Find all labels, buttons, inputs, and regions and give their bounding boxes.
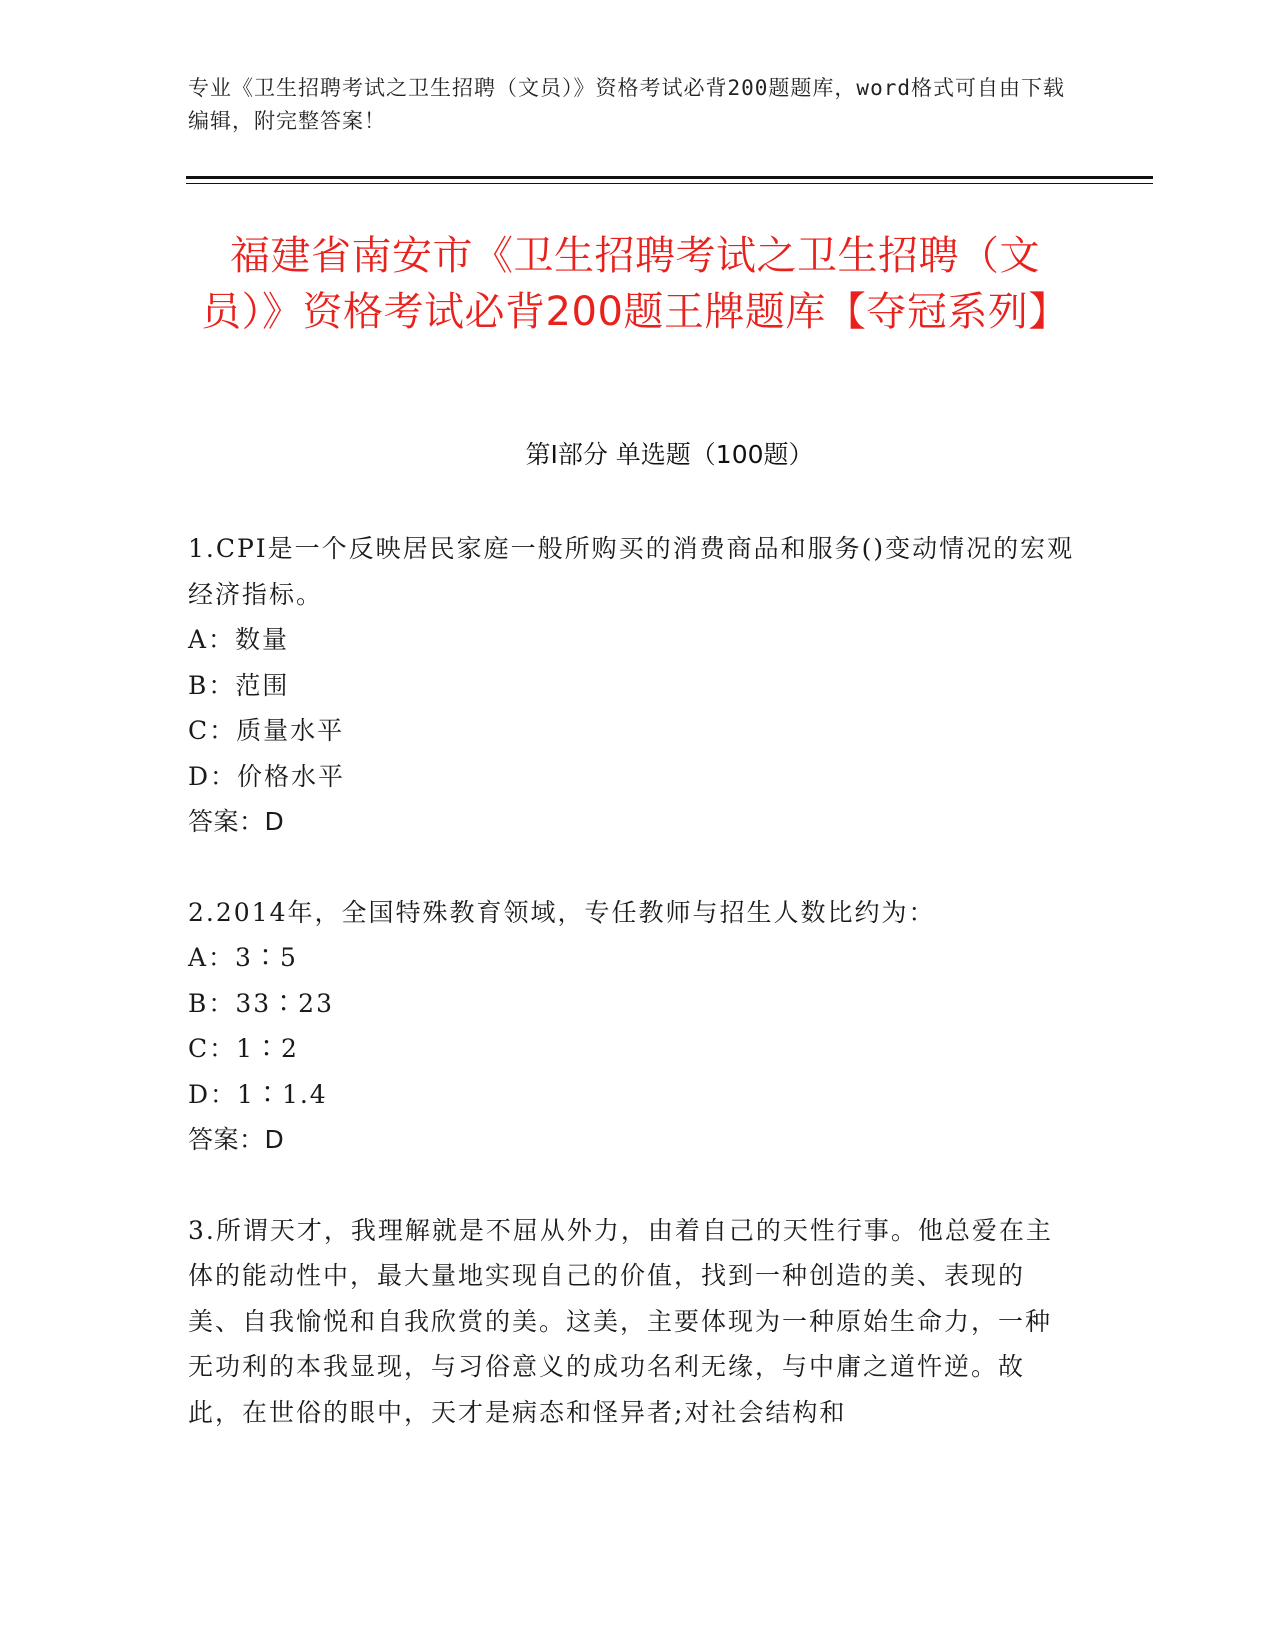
option-a: A：3∶5 [188,943,298,972]
option-c: C：1∶2 [188,1034,299,1063]
answer-value: D [264,807,285,836]
option-b: B：33∶23 [188,988,334,1018]
question-2 [188,890,1078,1163]
option-c: C：质量水平 [188,716,345,745]
question-text: 1.CPI是一个反映居民家庭一般所购买的消费商品和服务()变动情况的宏观经济指标。 [188,534,1075,609]
answer-label: 答案： [188,1125,265,1154]
option-d: D：1∶1.4 [188,1079,328,1109]
header-divider-thick [186,176,1153,179]
header-note: 专业《卫生招聘考试之卫生招聘（文员）》资格考试必背200题题库，word格式可自由下载编辑，附完整答案！ [188,76,1065,133]
question-text: 3.所谓天才，我理解就是不屈从外力，由着自己的天性行事。他总爱在主体的能动性中，最大量地实现自己的价值，找到一种创造的美、表现的美、自我愉悦和自我欣赏的美。这美，主要体现为一种原始生命力，一种无功利的本我显现，与习俗意义的成功名利无缘，与中庸之道忤逆。故此，在世俗的眼中，天才是病态和怪异者;对社会结构和 [188,1215,1053,1427]
section-heading: 第I部分 单选题（100题） [525,440,814,469]
answer-line [188,799,1078,845]
question-1 [188,526,1078,845]
option-d: D：价格水平 [188,761,346,791]
question-3 [188,1208,1078,1436]
question-text: 2.2014年，全国特殊教育领域，专任教师与招生人数比约为： [188,897,936,927]
answer-value: D [264,1125,285,1154]
answer-line [188,1117,1078,1163]
question-list [188,526,1078,1480]
document-title: 福建省南安市《卫生招聘考试之卫生招聘（文员）》资格考试必背200题王牌题库【夺冠系列】 [201,233,1069,335]
option-b: B：范围 [188,670,290,700]
option-a: A：数量 [188,625,290,654]
answer-label: 答案： [188,807,265,836]
header-divider-thin [186,183,1153,184]
